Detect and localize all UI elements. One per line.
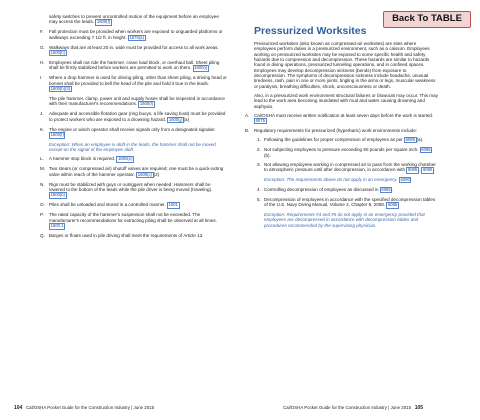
list-item-k: [40, 126, 227, 139]
sub-item-2: [257, 146, 439, 159]
intro-paragraph: Pressurized worksites (also known as compressed-air worksites) are sites where employees perform duties in a pressurized environment, such as a caisson. Employees working on pressurized worksites may be exposed to some specific health and safety hazards due to compression and decompression. These hazards are similar to hazards found in diving operations, pressurized tunneling operations, and in confined spaces. Employees may develop decompression sickness (bends) from exposure to decompression. The symptoms of decompression sickness include headache, unusual tiredness, rash, pain in one or more joints, tingling in the arms or legs, muscular weakness or paralysis, breathing difficulties, shock, unconsciousness or death.: [254, 41, 436, 89]
ref-link[interactable]: 1600(e): [118, 156, 133, 162]
footer-text: Cal/OSHA Pocket Guide for the Construction Industry | June 2015: [283, 405, 412, 410]
page-number: 104: [14, 405, 23, 411]
ref-link[interactable]: 1600(h)(3): [50, 86, 71, 92]
page-number: 105: [414, 405, 424, 411]
list-item-f: [40, 29, 227, 41]
ref-separator: ,: [418, 167, 421, 173]
sub-text: Following the guidelines for proper compression of employees as per: [264, 137, 403, 142]
ref-link[interactable]: 1600(h): [50, 50, 66, 56]
section-title: Pressurized Worksites: [254, 25, 367, 37]
hazard-paragraph: Also, in a pressurized work environment structural failures or blowouts may occur. This may lead to the work area becoming inundated with mud and water causing drowning and asphyxia.: [254, 92, 438, 109]
list-item-g: [40, 44, 227, 57]
item-text: Barges or floats used in pile driving shall meet the requirements of Article 13.: [49, 233, 204, 239]
sub-text: Controlling decompression of employees as discussed in: [264, 187, 379, 193]
ref-link[interactable]: 6090: [422, 167, 433, 173]
ref-link[interactable]: 6085: [407, 167, 418, 173]
list-item-a: [245, 112, 439, 125]
item-text: A hammer stop block is required.: [49, 156, 116, 162]
item-label: O.: [40, 202, 45, 208]
list-item-l: [40, 156, 227, 162]
ref-suffix: (2): [153, 171, 160, 177]
ref-link[interactable]: 6090: [400, 177, 410, 183]
sub-item-1: [257, 137, 439, 143]
list-item-o: [40, 202, 227, 208]
ref-suffix: (b).: [264, 153, 271, 159]
ref-suffix: (a).: [416, 137, 424, 142]
item-text: Rigs must be stabilized with guys or outriggers when needed. Hammers shall be lowered to the bottom of the leads while the pile driver is being moved (traveling).: [49, 181, 213, 193]
item-text: Where a drop hammer is used for driving piling, other than sheet piling, a driving head or bonnet shall be provided to bell the head of the pile and hold it true in the leads.: [49, 75, 227, 86]
ref-link[interactable]: 1601: [168, 202, 178, 208]
item-label: H.: [40, 60, 45, 66]
ref-link[interactable]: 6085: [387, 202, 398, 208]
sub-item-3: 3. Not allowing employees working in compressed air to pass from the working chamber to atmospheric pressure until after decompression, in accordance with 6085 , 6090 .: [257, 161, 436, 173]
item-text: Regulatory requirements for pressurized (hyperbaric) work environments include:: [254, 128, 417, 134]
intro-paragraph: [49, 14, 227, 26]
item-label: J.: [40, 111, 44, 117]
item-label: Q.: [40, 233, 45, 239]
item-text: The rated capacity of the hammer's suspension shall not be exceeded. The manufacturer's recommendations for extracting piling shall be observed at all times.: [49, 212, 217, 223]
list-item-p: [40, 212, 227, 229]
item-label: K.: [40, 126, 45, 132]
list-item-m: [40, 166, 227, 178]
back-to-table-button[interactable]: Back To TABLE: [383, 11, 471, 28]
sub-text: Decompression of employees in accordance with the specified decompression tables of the U.S. Navy Diving Manual, Volume 2, Chapter 9, 2008.: [264, 196, 436, 208]
ref-link[interactable]: 6085: [405, 137, 415, 142]
ref-link[interactable]: 1600(i): [194, 65, 208, 71]
list-item-n: [40, 181, 227, 199]
item-label: N.: [40, 181, 45, 187]
sub-text: Not subjecting employees to pressure exceeding 50 pounds per square inch.: [264, 146, 419, 152]
item-text: Piles shall be unloaded and stored in a controlled manner.: [49, 202, 166, 208]
ref-suffix: (a): [183, 116, 190, 122]
left-column: [40, 14, 227, 242]
item-label: M.: [40, 166, 46, 172]
list-item-b: [245, 128, 439, 134]
item-label: B.: [245, 128, 250, 134]
sub-label: 1.: [257, 137, 261, 142]
exception-note: [264, 177, 439, 183]
footer-text: Cal/OSHA Pocket Guide for the Construction Industry | June 2015: [26, 405, 155, 410]
list-item-i: [40, 75, 227, 92]
sub-label: 5.: [257, 196, 261, 202]
item-label: G.: [40, 44, 45, 50]
item-label: I.: [40, 75, 43, 81]
footer-left: [14, 405, 154, 411]
sub-item-5: [257, 196, 439, 209]
list-item-q: [40, 233, 227, 239]
sub-item-4: [257, 187, 439, 193]
ref-link[interactable]: 6085: [381, 187, 391, 193]
item-text: Cal/OSHA must receive written notification at least seven days before the work is started.: [254, 112, 434, 118]
item-label: P.: [40, 212, 44, 218]
footer-right: [283, 405, 423, 411]
ref-link[interactable]: 1600(j): [168, 116, 182, 122]
ref-link[interactable]: 1670(a): [129, 34, 144, 40]
intro-text: safety switches to prevent uncontrolled motion of the equipment before an employee may access the leads.: [49, 14, 219, 25]
exception-note: Exception: When an employee is aloft in the leads, the hammer shall not be moved except on the signal of the employee aloft.: [49, 142, 216, 153]
item-label: A.: [245, 112, 250, 118]
ref-link[interactable]: 1600(b): [50, 192, 66, 198]
continuation-paragraph: [49, 96, 227, 108]
item-text: Adequate and accessible flotation gear (ring buoys, a life saving boat) must be provided to protect workers who are exposed to a drowning hazard.: [49, 111, 226, 122]
item-label: L.: [40, 156, 44, 162]
ref-link[interactable]: 1600.1: [50, 223, 64, 229]
item-text: Employees shall not ride the hammer, crane load block, or overhaul ball. Sheet piling shall be firmly stabilized before workers are permitted to work on them.: [49, 60, 220, 71]
item-text: Two steam (or compressed air) shutoff valves are required; one must be a quick-acting valve within reach of the hammer operator.: [49, 166, 224, 177]
item-text: Fall protection must be provided when workers are exposed to unguarded platforms or walkways exceeding 7 1/2 ft. in height.: [49, 29, 223, 40]
sub-label: 4.: [257, 187, 261, 193]
ref-link[interactable]: 6085: [421, 146, 431, 152]
item-text: The engine or winch operator shall receive signals only from a designated signaler.: [49, 126, 216, 132]
right-column: [245, 14, 439, 232]
item-label: F.: [40, 29, 44, 35]
list-item-h: [40, 60, 227, 72]
ref-link[interactable]: 6075: [255, 118, 265, 124]
ref-link[interactable]: 1600(c): [137, 171, 152, 177]
list-item-j: [40, 111, 227, 123]
ref-link[interactable]: 1600(f): [139, 101, 154, 107]
ref-link[interactable]: 1600(f): [96, 19, 111, 25]
item-text: Walkways that are at least 20 in. wide must be provided for access to all work areas.: [49, 44, 219, 50]
ref-link[interactable]: 1600(f): [50, 132, 64, 138]
ref-suffix: .: [392, 187, 394, 193]
sub-label: 2.: [257, 146, 261, 152]
sub-label: 3.: [257, 161, 261, 167]
exception-text: Exception: The requirements above do not apply in an emergency.: [264, 177, 398, 183]
exception-note-2: Exception: Requirements #4 and #5 do not apply in an emergency provided that employees are decompressed in accordance with decompression tables and procedures recommended by the supervising physician.: [264, 212, 425, 228]
sub-text: Not allowing employees working in compressed air to pass from the working chamber to atmospheric pressure until after decompression, in accordance with: [264, 161, 436, 173]
continuation-text: The pile hammer, clamp, power unit and supply hoses shall be inspected in accordance with their manufacturer's recommendations.: [49, 96, 225, 107]
